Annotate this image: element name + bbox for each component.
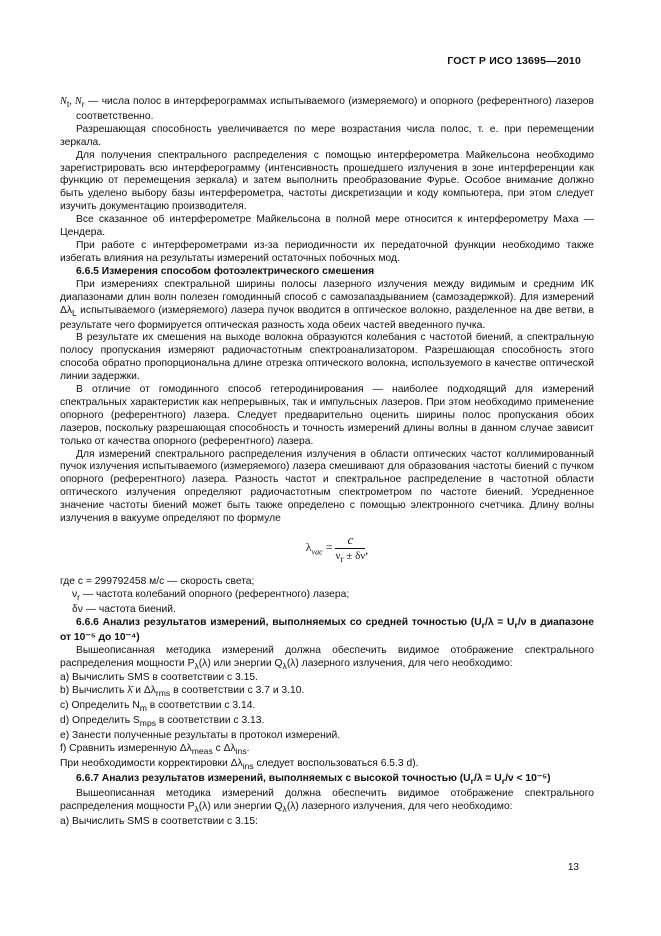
paragraph-medium-accuracy: Вышеописанная методика измерений должна обеспечить видимое отображение спектрального распределения мощности $P_\lambda(\lambda)$ или энергии $Q_\lambda(\lambda)$ лазерного излучения, для чего необходимо: [60, 644, 594, 671]
document-code-header: ГОСТ Р ИСО 13695—2010 [447, 55, 581, 67]
paragraph-side-modes: При работе с интерферометрами из-за периодичности их передаточной функции необходимо также избегать влияния на результаты измерений остаточных побочных мод. [60, 240, 594, 264]
paragraph-resolution: Разрешающая способность увеличивается по мере возрастания числа полос, т. е. при перемещении зеркала. [60, 123, 594, 148]
section-heading-6-6-5: 6.6.5 Измерения способом фотоэлектрического смешения [76, 265, 375, 277]
list-item-b: b) Вычислить λ̄ и $\Delta\lambda_{rms}$ в соответствии с 3.7 и 3.10. [60, 685, 305, 699]
list-item-f: f) Сравнить измеренную $\Delta\lambda_{meas}$ с $\Delta\lambda_{ins}$. [60, 743, 250, 757]
list-item-a: a) Вычислить SMS в соответствии с 3.15. [60, 672, 258, 684]
paragraph-homodyne: При измерениях спектральной ширины полосы лазерного излучения между видимым и средним ИК диапазонами длин волн полезен гомодинный способ с самозапаздыванием (самозадержкой). Для измерений $\Delta\lambda_L$ испытываемого (измеряемого) лазера пучок вводится в оптическое волокно, разделенное на две ветви, в результате чего формируется оптическая разность хода обеих частей введенного пучка. [60, 278, 594, 331]
paragraph-collimated-beam: Для измерений спектрального распределения излучения в области оптических частот коллимированный пучок излучения испытываемого (измеряемого) лазера смешивают для образования частоты биений с пучком опорного (референтного) лазера. Разность частот и спектральное распределение в частотной области оптического излучения определяют радиочастотным спектрометром по частоте биений. Усредненное значение частоты биений может быть также определено с помощью электронного счетчика. Длину волны излучения в вакууме определяют по формуле [60, 448, 594, 525]
paragraph-michelson: Для получения спектрального распределения с помощью интерферометра Майкельсона необходимо зарегистрировать всю интерферограмму (интенсивность прошедшего излучения в зоне интерференции как функцию от перемещения зеркала) и затем выполнить преобразование Фурье. Особое внимание должно быть уделено выбору базы интерферометра, частоты дискретизации и коду компьютера, при этом следует изучить документацию производителя. [60, 149, 594, 213]
document-body [60, 96, 594, 829]
section-heading-6-6-7: 6.6.7 Анализ результатов измерений, выполняемых с высокой точностью $(U_r/\lambda = U_r/\nu < 10^{-5})$ [76, 773, 551, 787]
paragraph-fringe-numbers: $N_t$, $N_r$ — числа полос в интерферограммах испытываемого (измеряемого) и опорного (референтного) лазеров соответственно. [60, 96, 594, 122]
page-number: 13 [567, 862, 579, 873]
where-beat-frequency: δν — частота биений. [72, 603, 176, 615]
paragraph-mach-zehnder: Все сказанное об интерферометре Майкельсона в полной мере относится к интерферометру Маха — Цендера. [60, 214, 594, 239]
where-reference-frequency: $\nu_r$ — частота колебаний опорного (референтного) лазера; [72, 588, 350, 602]
section-heading-6-6-6: 6.6.6 Анализ результатов измерений, выполняемых со средней точностью ($U_r/\lambda = U_r/\nu$ в диапазоне от 10⁻⁵ до 10⁻⁴) [60, 616, 594, 643]
formula-fraction: $\frac{c}{\nu_r \pm \delta\nu}$ [335, 532, 366, 565]
paragraph-beat-frequency: В результате их смешения на выходе волокна образуются колебания с частотой биений, а спектральную полосу пропускания измеряют радиочастотным спектроанализатором. Разрешающая способность этого способа обратно пропорциональна длине отрезка оптического волокна, используемого в качестве оптической линии задержки. [60, 332, 594, 383]
correction-note: При необходимости корректировки $\Delta\lambda_{ins}$ следует воспользоваться 6.5.3 d). [60, 758, 419, 772]
where-speed-of-light: где c = 299792458 м/с — скорость света; [60, 576, 255, 587]
list-item-d: d) Определить $S_{mps}$ в соответствии с 3.13. [60, 715, 265, 729]
list-item-e: e) Занести полученные результаты в протокол измерений. [60, 730, 341, 742]
paragraph-heterodyne: В отличие от гомодинного способ гетеродинирования — наиболее подходящий для измерений спектральных характеристик как непрерывных, так и импульсных лазеров. При этом необходимо применение опорного (референтного) лазера. Следует предварительно оценить ширины полос пропускания обоих лазеров, поскольку разрешающая способность и точность измерений длины волны в данном случае зависит только от качества опорного (референтного) лазера. [60, 384, 594, 447]
wavelength-formula: $\lambda_{vac}$ = $\frac{c}{\nu_r \pm \delta\nu}$ , [305, 532, 369, 565]
list2-item-a: a) Вычислить SMS в соответствии с 3.15: [60, 815, 258, 827]
list-item-c: c) Определить $N_m$ в соответствии с 3.14. [60, 700, 256, 714]
paragraph-high-accuracy: Вышеописанная методика измерений должна обеспечить видимое отображение спектрального распределения мощности $P_\lambda(\lambda)$ или энергии $Q_\lambda(\lambda)$ лазерного излучения, для чего необходимо: [60, 788, 594, 814]
